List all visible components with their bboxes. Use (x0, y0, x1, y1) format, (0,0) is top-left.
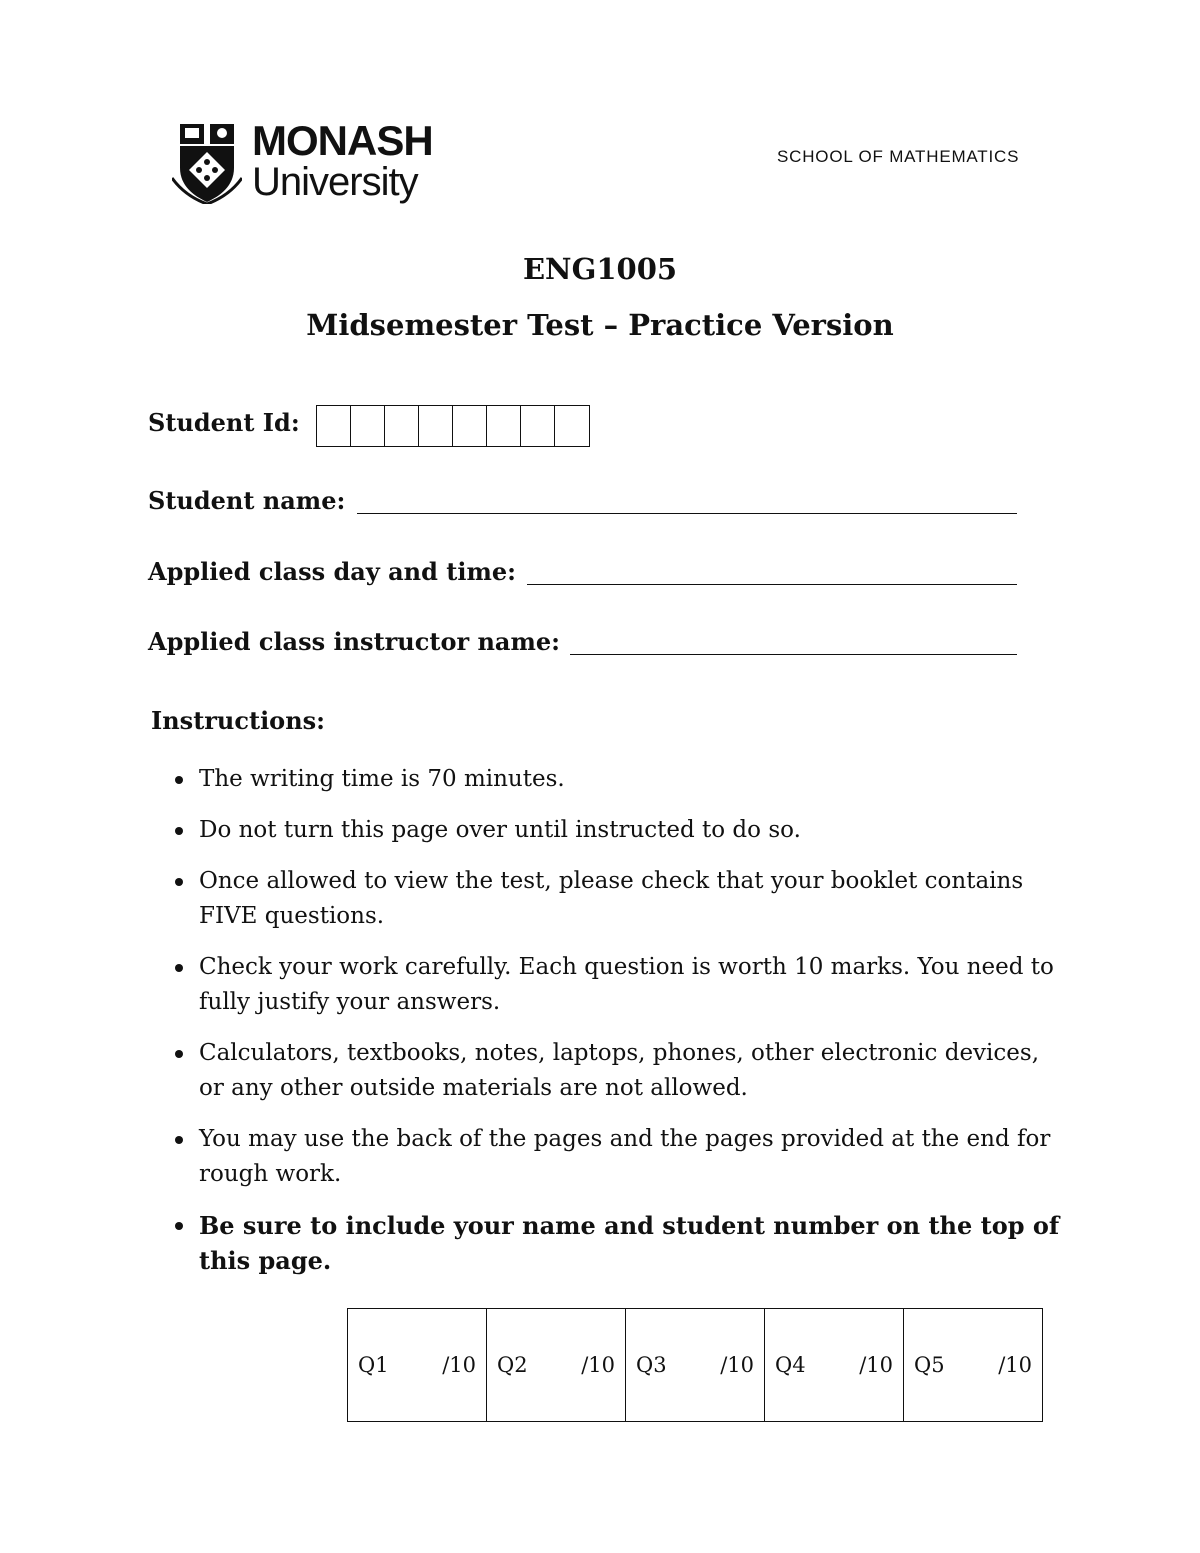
instructions-heading: Instructions: (151, 706, 326, 735)
marks-cell[interactable] (487, 1309, 626, 1422)
marks-out-of: /10 (581, 1353, 615, 1377)
instruction-text: Be sure to include your name and student number on the top of this page. (199, 1211, 1060, 1275)
bullet-icon (175, 776, 183, 784)
marks-out-of: /10 (442, 1353, 476, 1377)
marks-cell[interactable] (626, 1309, 765, 1422)
marks-out-of: /10 (998, 1353, 1032, 1377)
bullet-icon (175, 1222, 183, 1230)
student-id-digit-box[interactable] (555, 406, 589, 446)
marks-cell[interactable] (765, 1309, 904, 1422)
student-id-digit-box[interactable] (521, 406, 555, 446)
question-label: Q5 (914, 1353, 945, 1377)
list-item (172, 864, 1062, 934)
student-id-digit-box[interactable] (385, 406, 419, 446)
student-id-label: Student Id: (148, 408, 300, 437)
school-name: SCHOOL OF MATHEMATICS (777, 147, 1020, 166)
student-id-digit-box[interactable] (419, 406, 453, 446)
question-label: Q1 (358, 1353, 389, 1377)
question-label: Q2 (497, 1353, 528, 1377)
marks-out-of: /10 (859, 1353, 893, 1377)
bullet-icon (175, 1050, 183, 1058)
marks-cell[interactable] (904, 1309, 1043, 1422)
marks-table (347, 1308, 1043, 1422)
page-title: Midsemester Test – Practice Version (306, 308, 894, 342)
instructor-line[interactable] (570, 654, 1017, 655)
bullet-icon (175, 827, 183, 835)
list-item (172, 1036, 1062, 1106)
student-id-boxes[interactable] (316, 405, 590, 447)
class-time-label: Applied class day and time: (148, 557, 516, 586)
instructor-label: Applied class instructor name: (148, 627, 560, 656)
student-id-digit-box[interactable] (453, 406, 487, 446)
bullet-icon (175, 1136, 183, 1144)
student-id-digit-box[interactable] (317, 406, 351, 446)
course-code: ENG1005 (522, 252, 678, 286)
question-label: Q4 (775, 1353, 806, 1377)
monash-logo (172, 118, 452, 210)
student-name-line[interactable] (357, 513, 1017, 514)
logo-wordmark-monash: MONASH (252, 117, 433, 164)
instruction-text: Once allowed to view the test, please check that your booklet contains FIVE questions. (199, 868, 1024, 929)
list-item (172, 1122, 1062, 1192)
instruction-text: Do not turn this page over until instructed to do so. (199, 817, 801, 843)
marks-out-of: /10 (720, 1353, 754, 1377)
monash-crest-icon (172, 122, 242, 204)
list-item (172, 762, 1062, 797)
instruction-text: The writing time is 70 minutes. (199, 766, 565, 792)
student-id-digit-box[interactable] (487, 406, 521, 446)
instructions-list (172, 762, 1062, 1294)
logo-wordmark-university: University (252, 160, 418, 204)
student-name-label: Student name: (148, 486, 346, 515)
list-item (172, 813, 1062, 848)
instruction-text: Check your work carefully. Each question is worth 10 marks. You need to fully justify your answers. (199, 954, 1054, 1015)
instruction-text: You may use the back of the pages and the pages provided at the end for rough work. (199, 1126, 1051, 1187)
bullet-icon (175, 964, 183, 972)
list-item (172, 1208, 1062, 1278)
bullet-icon (175, 878, 183, 886)
marks-cell[interactable] (348, 1309, 487, 1422)
question-label: Q3 (636, 1353, 667, 1377)
list-item (172, 950, 1062, 1020)
class-time-line[interactable] (527, 584, 1017, 585)
instruction-text: Calculators, textbooks, notes, laptops, phones, other electronic devices, or any other outside materials are not allowed. (199, 1040, 1040, 1101)
student-id-digit-box[interactable] (351, 406, 385, 446)
